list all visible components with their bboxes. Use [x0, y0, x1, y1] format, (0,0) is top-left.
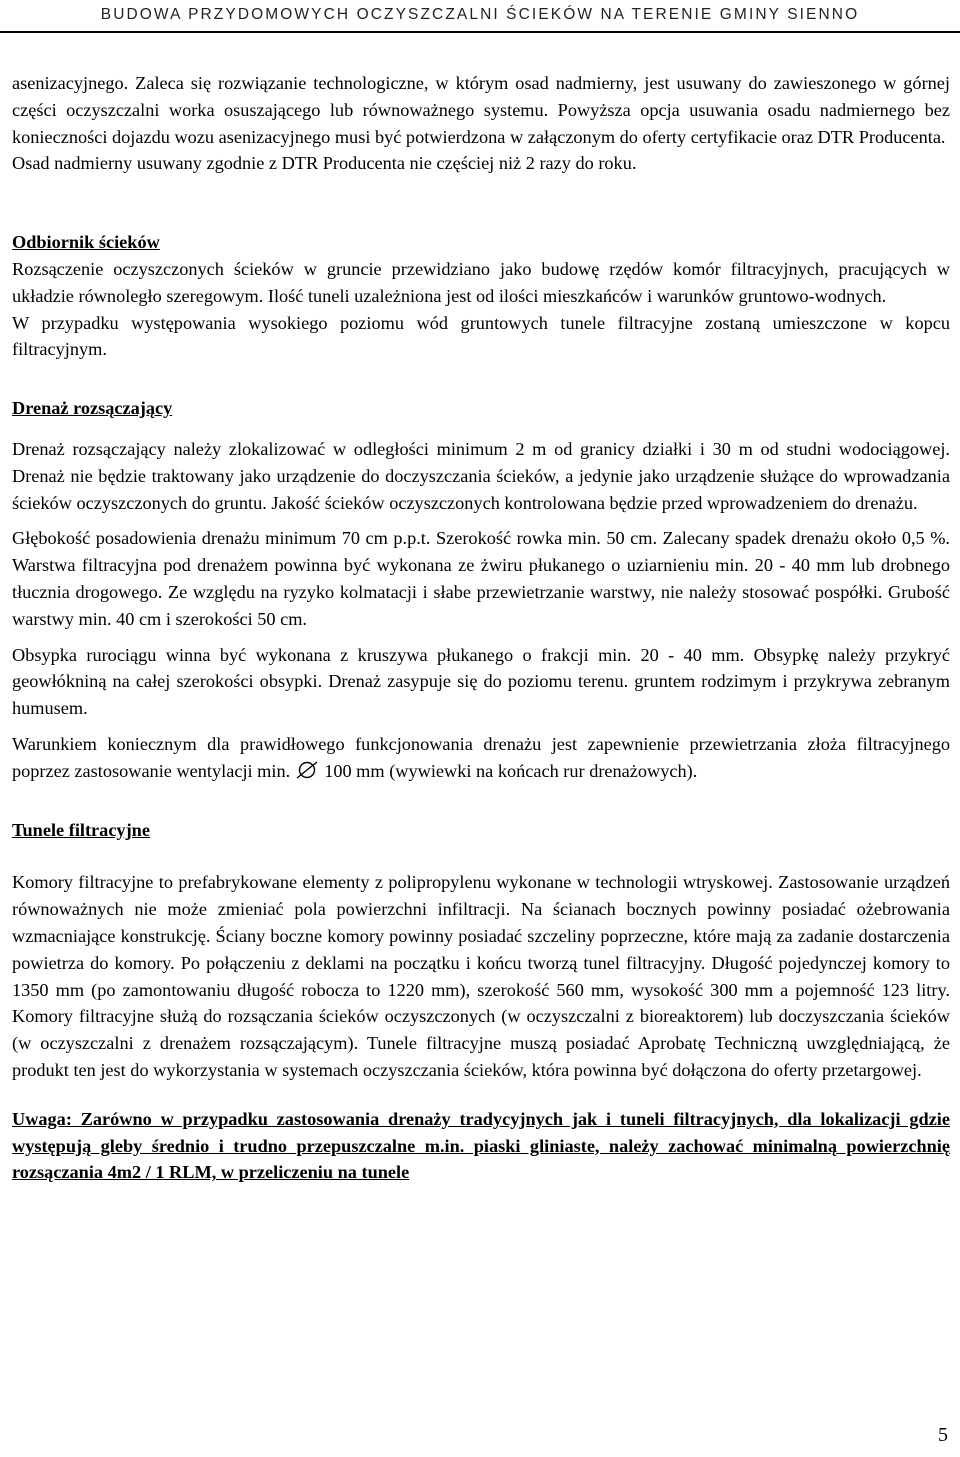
drenaz-paragraph-4-start: Warunkiem koniecznym dla prawidłowego funkcjonowania drenażu jest zapewnienie przewietrzania złoża filtracyjnego poprzez zastosowanie wentylacji min.: [12, 733, 950, 781]
page-header: [0, 4, 960, 30]
diameter-symbol-icon: [296, 761, 318, 779]
odbiornik-paragraph-2: W przypadku występowania wysokiego poziomu wód gruntowych tunele filtracyjne zostaną umieszczone w kopcu filtracyjnym.: [12, 312, 950, 360]
drenaz-paragraph-4-end: 100 mm (wywiewki na końcach rur drenażowych).: [324, 760, 698, 781]
warning-note: Uwaga: Zarówno w przypadku zastosowania drenaży tradycyjnych jak i tuneli filtracyjnych, dla lokalizacji gdzie występują gleby średnio i trudno przepuszczalne m.in. piaski gliniaste, należy zachować minimalną powierzchnię rozsączania 4m2 / 1 RLM, w przeliczeniu na tunele: [12, 1108, 950, 1183]
intro-paragraph-2: Osad nadmierny usuwany zgodnie z DTR Producenta nie częściej niż 2 razy do roku.: [12, 153, 637, 174]
drenaz-paragraph-4: [12, 731, 950, 785]
header-title: BUDOWA PRZYDOMOWYCH OCZYSZCZALNI ŚCIEKÓW NA TERENIE GMINY SIENNO: [100, 6, 860, 23]
drenaz-paragraph-2: Głębokość posadowienia drenażu minimum 70 cm p.p.t. Szerokość rowka min. 50 cm. Zalecany spadek drenażu około 0,5 %. Warstwa filtracyjna pod drenażem powinna być wykonana ze żwiru płukanego o uziarnieniu min. 20 - 40 mm lub drobnego tłucznia drogowego. Ze względu na ryzyko kolmatacji i słabe przewietrzanie warstwy, nie należy stosować pospółki. Grubość warstwy min. 40 cm i szerokości 50 cm.: [12, 528, 950, 629]
page-number: 5: [938, 1424, 948, 1446]
section-heading-odbiornik: Odbiornik ścieków: [12, 232, 160, 253]
drenaz-paragraph-3: Obsypka rurociągu winna być wykonana z kruszywa płukanego o frakcji min. 20 - 40 mm. Obsypkę należy przykryć geowłókniną na całej szerokości obsypki. Drenaż zasypuje się do poziomu terenu. gruntem rodzimym i przykrywa zebranym humusem.: [12, 644, 950, 719]
tunele-paragraph-1: Komory filtracyjne to prefabrykowane elementy z polipropylenu wykonane w technologii wtryskowej. Zastosowanie urządzeń równoważnych nie może zmieniać pola powierzchni infiltracji. Na ścianach bocznych powinny posiadać ożebrowania wzmacniające konstrukcję. Ściany boczne komory powinny posiadać szczeliny poprzeczne, które mają za zadanie dostarczenia powietrza do komory. Po połączeniu z deklami na początku i końcu tworzą tunel filtracyjny. Długość pojedynczej komory to 1350 mm (po zamontowaniu długość robocza to 1220 mm), szerokość 560 mm, wysokość 300 mm a pojemność 123 litry. Komory filtracyjne służą do rozsączania ścieków oczyszczonych (w oczyszczalni z bioreaktorem) lub doczyszczania ścieków (w oczyszczalni z drenażem rozsączającym). Tunele filtracyjne muszą posiadać Aprobatę Techniczną uwzględniającą, że produkt ten jest do wykorzystania w systemach oczyszczania ścieków, która powinna być dołączona do oferty przetargowej.: [12, 872, 950, 1080]
document-body: [12, 70, 950, 1186]
header-divider: [0, 31, 960, 33]
section-heading-tunele: Tunele filtracyjne: [12, 819, 150, 840]
odbiornik-paragraph-1: Rozsączenie oczyszczonych ścieków w gruncie przewidziano jako budowę rzędów komór filtracyjnych, pracujących w układzie równoległo szeregowym. Ilość tuneli uzależniona jest od ilości mieszkańców i warunków gruntowo-wodnych.: [12, 258, 950, 306]
section-heading-drenaz: Drenaż rozsączający: [12, 398, 173, 419]
drenaz-paragraph-1: Drenaż rozsączający należy zlokalizować w odległości minimum 2 m od granicy działki i 30 m od studni wodociągowej. Drenaż nie będzie traktowany jako urządzenie do doczyszczania ścieków, a jedynie jako urządzenie służące do wprowadzania ścieków oczyszczonych do gruntu. Jakość ścieków oczyszczonych kontrolowana będzie przed wprowadzeniem do drenażu.: [12, 438, 950, 513]
intro-paragraph: asenizacyjnego. Zaleca się rozwiązanie technologiczne, w którym osad nadmierny, jest usuwany do zawieszonego w górnej części oczyszczalni worka osuszającego lub równoważnego systemu. Powyższa opcja usuwania osadu nadmiernego bez konieczności dojazdu wozu asenizacyjnego musi być potwierdzona w załączonym do oferty certyfikacie oraz DTR Producenta.: [12, 73, 950, 147]
